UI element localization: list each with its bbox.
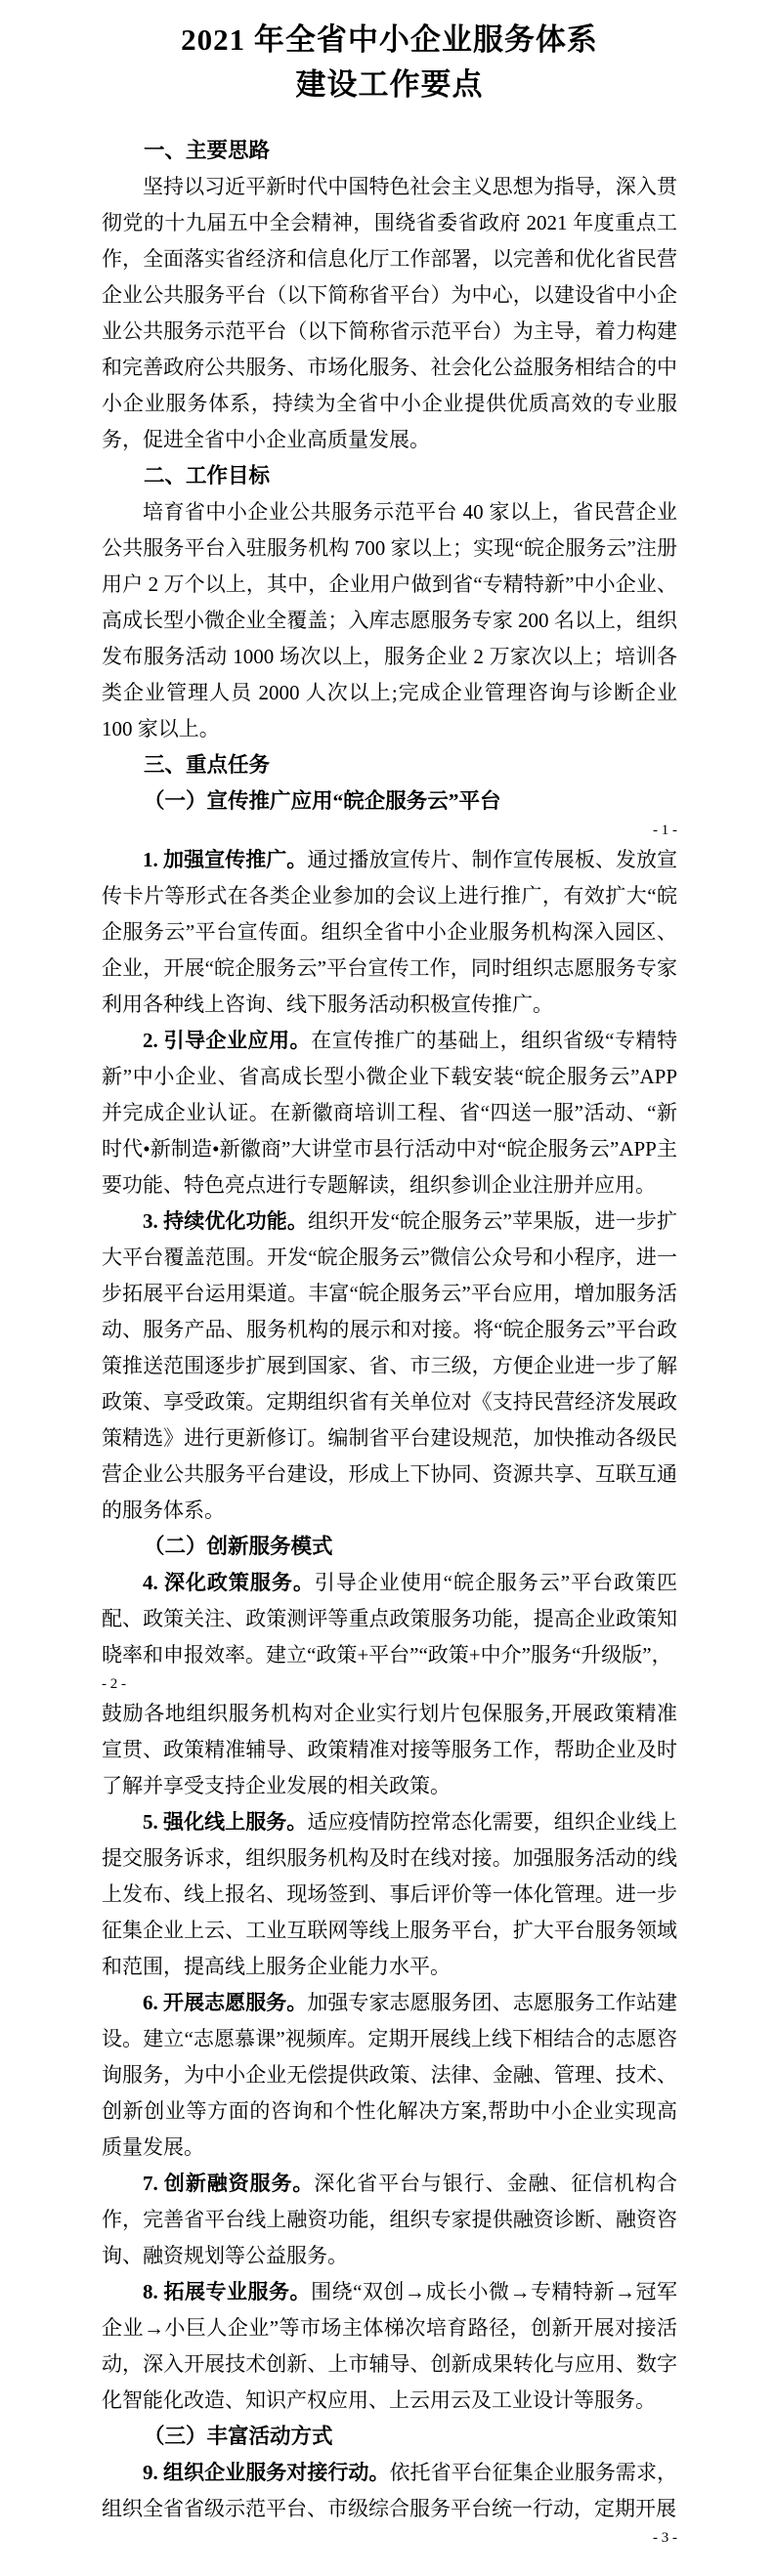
page-number: - 3 -	[653, 2530, 677, 2546]
paragraph-lead: 6. 开展志愿服务。	[143, 1991, 308, 2014]
paragraph-lead: 5. 强化线上服务。	[143, 1810, 308, 1834]
paragraph: 7. 创新融资服务。深化省平台与银行、金融、征信机构合作，完善省平台线上融资功能，组织专家提供融资诊断、融资咨询、融资规划等公益服务。	[102, 2172, 678, 2267]
paragraph-lead: 9. 组织企业服务对接行动。	[143, 2461, 390, 2484]
paragraph: 鼓励各地组织服务机构对企业实行划片包保服务,开展政策精准宣贯、政策精准辅导、政策精准对接等服务工作，帮助企业及时了解并享受支持企业发展的相关政策。	[102, 1702, 677, 1797]
paragraph: 3. 持续优化功能。组织开发“皖企服务云”苹果版，进一步扩大平台覆盖范围。开发“皖企服务云”微信公众号和小程序，进一步拓展平台运用渠道。丰富“皖企服务云”平台应用，增加服务活动、服务产品、服务机构的展示和对接。将“皖企服务云”平台政策推送范围逐步扩展到国家、省、市三级，方便企业进一步了解政策、享受政策。定期组织省有关单位对《支持民营经济发展政策精选》进行更新修订。编制省平台建设规范，加快推动各级民营企业公共服务平台建设，形成上下协同、资源共享、互联互通的服务体系。	[102, 1209, 678, 1522]
paragraph-lead: 3. 持续优化功能。	[143, 1209, 309, 1233]
paragraph: 2. 引导企业应用。在宣传推广的基础上，组织省级“专精特新”中小企业、省高成长型小微企业下载安装“皖企服务云”APP并完成企业认证。在新徽商培训工程、省“四送一服”活动、“新时代•新制造•新徽商”大讲堂市县行活动中对“皖企服务云”APP主要功能、特色亮点进行专题解读，组织参训企业注册并应用。	[102, 1029, 677, 1197]
paragraph-lead: 8. 拓展专业服务。	[143, 2280, 312, 2303]
section-heading: 三、重点任务	[144, 753, 271, 777]
paragraph: 6. 开展志愿服务。加强专家志愿服务团、志愿服务工作站建设。建立“志愿慕课”视频库。定期开展线上线下相结合的志愿咨询服务，为中小企业无偿提供政策、法律、金融、管理、技术、创新创业等方面的咨询和个性化解决方案,帮助中小企业实现高质量发展。	[102, 1991, 678, 2159]
paragraph-lead: 7. 创新融资服务。	[143, 2172, 315, 2195]
document-title	[102, 18, 677, 107]
subsection-heading: （三）丰富活动方式	[144, 2425, 333, 2448]
subsection-heading: （一）宣传推广应用“皖企服务云”平台	[144, 789, 501, 813]
title-line-2: 建设工作要点	[295, 67, 484, 102]
title-line-1: 2021 年全省中小企业服务体系	[181, 22, 598, 57]
paragraph-lead: 4. 深化政策服务。	[143, 1571, 315, 1594]
paragraph-lead: 2. 引导企业应用。	[143, 1029, 312, 1052]
paragraph: 4. 深化政策服务。引导企业使用“皖企服务云”平台政策匹配、政策关注、政策测评等重点政策服务功能，提高企业政策知晓率和申报效率。建立“政策+平台”“政策+中介”服务“升级版”，	[102, 1571, 678, 1667]
section-heading: 一、主要思路	[144, 139, 271, 162]
page-number: - 1 -	[653, 823, 677, 838]
section-heading: 二、工作目标	[144, 464, 271, 487]
paragraph: 9. 组织企业服务对接行动。依托省平台征集企业服务需求，组织全省省级示范平台、市级综合服务平台统一行动，定期开展	[102, 2461, 678, 2520]
paragraph-lead: 1. 加强宣传推广。	[143, 848, 308, 871]
paragraph: 5. 强化线上服务。适应疫情防控常态化需要，组织企业线上提交服务诉求，组织服务机构及时在线对接。加强服务活动的线上发布、线上报名、现场签到、事后评价等一体化管理。进一步征集企业上云、工业互联网等线上服务平台，扩大平台服务领域和范围，提高线上服务企业能力水平。	[102, 1810, 678, 1978]
paragraph: 坚持以习近平新时代中国特色社会主义思想为指导，深入贯彻党的十九届五中全会精神，围绕省委省政府 2021 年度重点工作，全面落实省经济和信息化厅工作部署，以完善和优化省民营企业公共服务平台（以下简称省平台）为中心，以建设省中小企业公共服务示范平台（以下简称省示范平台）为主导，着力构建和完善政府公共服务、市场化服务、社会化公益服务相结合的中小企业服务体系，持续为全省中小企业提供优质高效的专业服务，促进全省中小企业高质量发展。	[102, 175, 677, 451]
document-body	[102, 133, 677, 2550]
paragraph: 培育省中小企业公共服务示范平台 40 家以上，省民营企业公共服务平台入驻服务机构 700 家以上；实现“皖企服务云”注册用户 2 万个以上，其中，企业用户做到省“专精特新”中小企业、高成长型小微企业全覆盖；入库志愿服务专家 200 名以上，组织发布服务活动 1000 场次以上，服务企业 2 万家次以上；培训各类企业管理人员 2000 人次以上;完成企业管理咨询与诊断企业 100 家以上。	[102, 500, 677, 740]
paragraph: 8. 拓展专业服务。围绕“双创→成长小微→专精特新→冠军企业→小巨人企业”等市场主体梯次培育路径，创新开展对接活动，深入开展技术创新、上市辅导、创新成果转化与应用、数字化智能化改造、知识产权应用、上云用云及工业设计等服务。	[102, 2280, 677, 2412]
page-number: - 2 -	[102, 1676, 126, 1692]
paragraph: 1. 加强宣传推广。通过播放宣传片、制作宣传展板、发放宣传卡片等形式在各类企业参加的会议上进行推广，有效扩大“皖企服务云”平台宣传面。组织全省中小企业服务机构深入园区、企业，开展“皖企服务云”平台宣传工作，同时组织志愿服务专家利用各种线上咨询、线下服务活动积极宣传推广。	[102, 848, 678, 1016]
subsection-heading: （二）创新服务模式	[144, 1535, 333, 1558]
